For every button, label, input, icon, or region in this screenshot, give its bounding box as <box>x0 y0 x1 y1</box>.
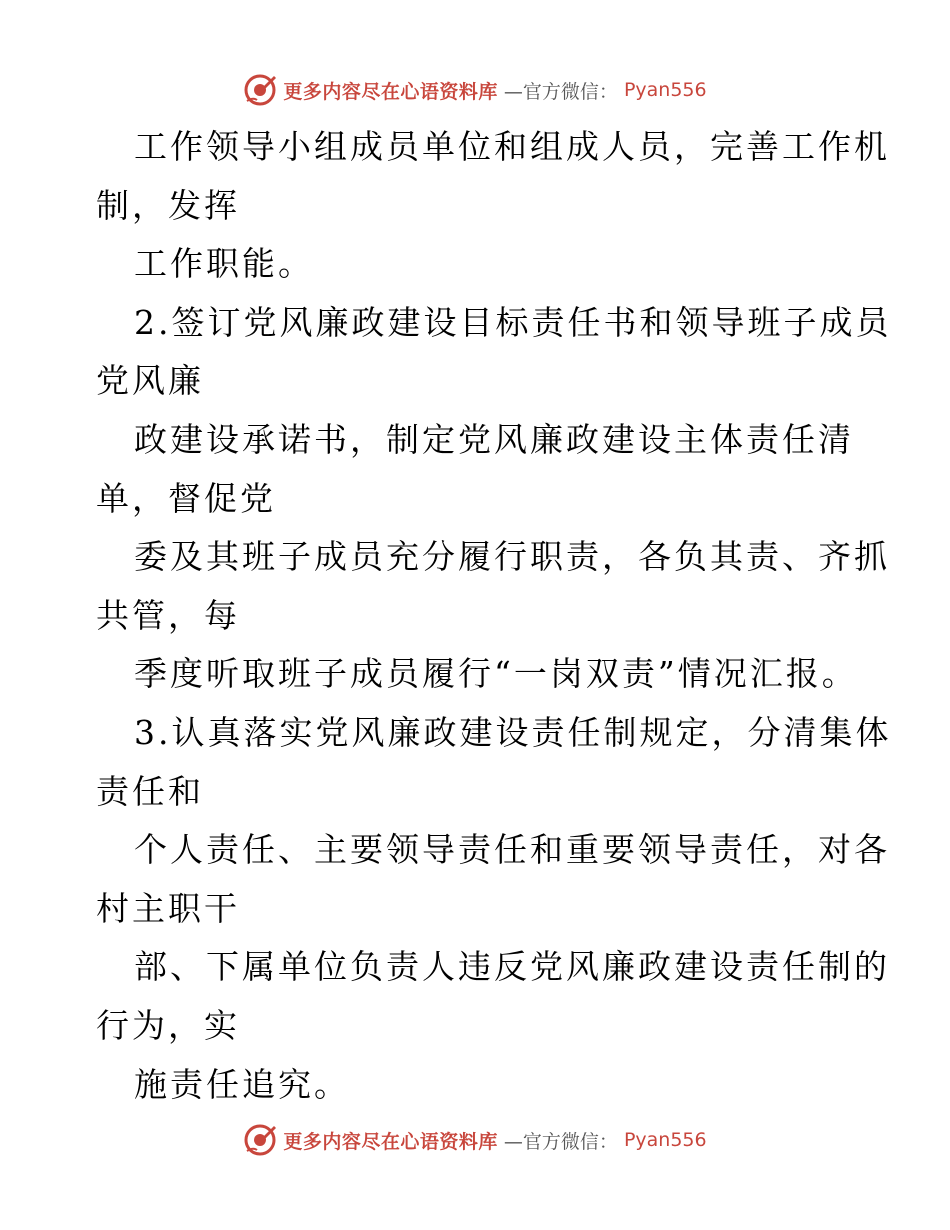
watermark-separator: —官方微信： <box>503 1130 618 1153</box>
text-line: 2.签订党风廉政建设目标责任书和领导班子成员 <box>134 302 892 342</box>
text-line: 制，发挥 <box>96 185 240 225</box>
text-line: 政建设承诺书，制定党风廉政建设主体责任清 <box>134 419 854 459</box>
text-line: 党风廉 <box>96 361 204 401</box>
text-line: 单，督促党 <box>96 478 276 518</box>
text-line: 责任和 <box>96 771 204 811</box>
text-line: 委及其班子成员充分履行职责，各负其责、齐抓 <box>134 537 890 577</box>
text-line: 季度听取班子成员履行“一岗双责”情况汇报。 <box>134 654 858 694</box>
document-body <box>96 118 892 1114</box>
watermark-account-id: Pyan556 <box>623 79 707 101</box>
text-line: 施责任追究。 <box>134 1064 350 1104</box>
text-line: 部、下属单位负责人违反党风廉政建设责任制的 <box>134 947 890 987</box>
pen-logo-icon <box>243 1123 277 1157</box>
header-watermark <box>0 70 950 110</box>
text-line: 村主职干 <box>96 888 240 928</box>
text-line: 共管，每 <box>96 595 240 635</box>
footer-watermark <box>0 1120 950 1160</box>
pen-logo-icon <box>243 73 277 107</box>
text-line: 工作职能。 <box>134 244 314 284</box>
watermark-account-id: Pyan556 <box>623 1129 707 1151</box>
watermark-main-text: 更多内容尽在心语资料库 <box>283 80 498 103</box>
watermark-main-text: 更多内容尽在心语资料库 <box>283 1130 498 1153</box>
text-line: 行为，实 <box>96 1005 240 1045</box>
text-line: 3.认真落实党风廉政建设责任制规定，分清集体 <box>134 712 892 752</box>
text-line: 工作领导小组成员单位和组成人员，完善工作机 <box>134 127 890 166</box>
watermark-separator: —官方微信： <box>503 80 618 103</box>
text-line: 个人责任、主要领导责任和重要领导责任，对各 <box>134 830 890 870</box>
